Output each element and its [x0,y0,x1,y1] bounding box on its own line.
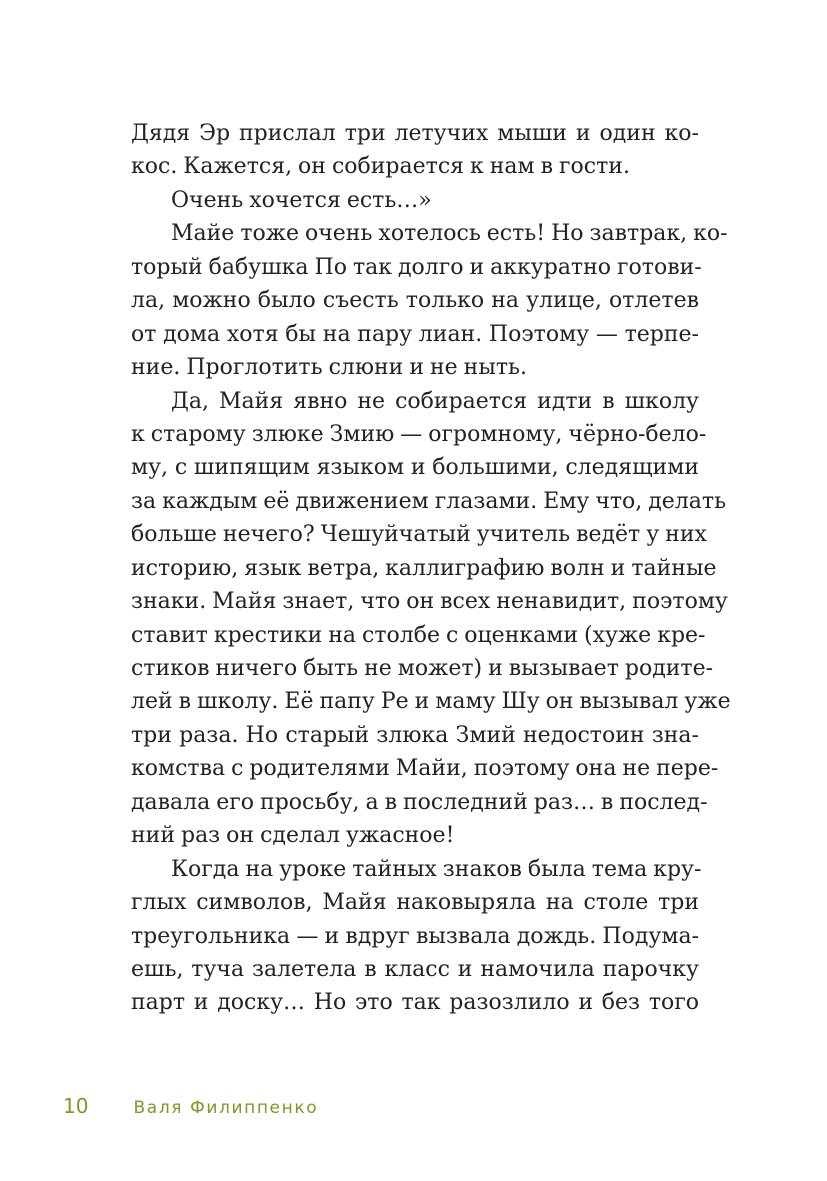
text-line: ний раз он сделал ужасное! [131,823,455,849]
text-line: Дядя Эр прислал три летучих мыши и один ко- [131,121,699,146]
text-line: треугольника — и вдруг вызвала дождь. Подума- [131,923,699,949]
text-line: Да, Майя явно не собирается идти в школу [171,388,699,414]
text-line: Майе тоже очень хотелось есть! Но завтрак, ко- [171,221,728,247]
text-line: парт и доску… Но это так разозлило и без того [131,990,699,1016]
text-line: больше нечего? Чешуйчатый учитель ведёт у них [131,522,707,548]
text-line: комства с родителями Майи, поэтому она не пере- [131,756,719,782]
text-line: Очень хочется есть…» [171,187,432,213]
text-line: глых символов, Майя наковыряла на столе три [131,890,699,916]
text-line: знаки. Майя знает, что он всех ненавидит, поэтому [131,589,728,615]
text-line: лей в школу. Её папу Ре и маму Шу он вызывал уже [131,689,731,715]
text-line: историю, язык ветра, каллиграфию волн и тайные [131,555,717,581]
text-line: торый бабушка По так долго и аккуратно готови- [131,254,702,280]
text-line: му, с шипящим языком и большими, следящими [131,455,699,481]
page-number: 10 [63,1094,89,1118]
text-line: кос. Кажется, он собирается к нам в гости. [131,154,630,180]
text-line: ешь, туча залетела в класс и намочила парочку [131,956,699,982]
body-text [131,117,731,1020]
text-line: ла, можно было съесть только на улице, отлетев [131,288,699,314]
text-line: к старому злюке Змию — огромному, чёрно-бело- [131,421,707,447]
text-line: три раза. Но старый злюка Змий недостоин зна- [131,722,699,748]
text-line: ставит крестики на столбе с оценками (хуже кре- [131,622,706,648]
text-line: давала его просьбу, а в последний раз… в послед- [131,789,708,815]
author-name: Валя Филиппенко [133,1098,319,1118]
page-footer [63,1094,318,1118]
text-line: за каждым её движением глазами. Ему что, делать [131,488,727,514]
text-line: от дома хотя бы на пару лиан. Поэтому — терпе- [131,321,699,347]
text-line: ние. Проглотить слюни и не ныть. [131,355,527,381]
text-line: Когда на уроке тайных знаков была тема кру- [171,856,702,882]
text-line: стиков ничего быть не может) и вызывает родите- [131,656,714,681]
